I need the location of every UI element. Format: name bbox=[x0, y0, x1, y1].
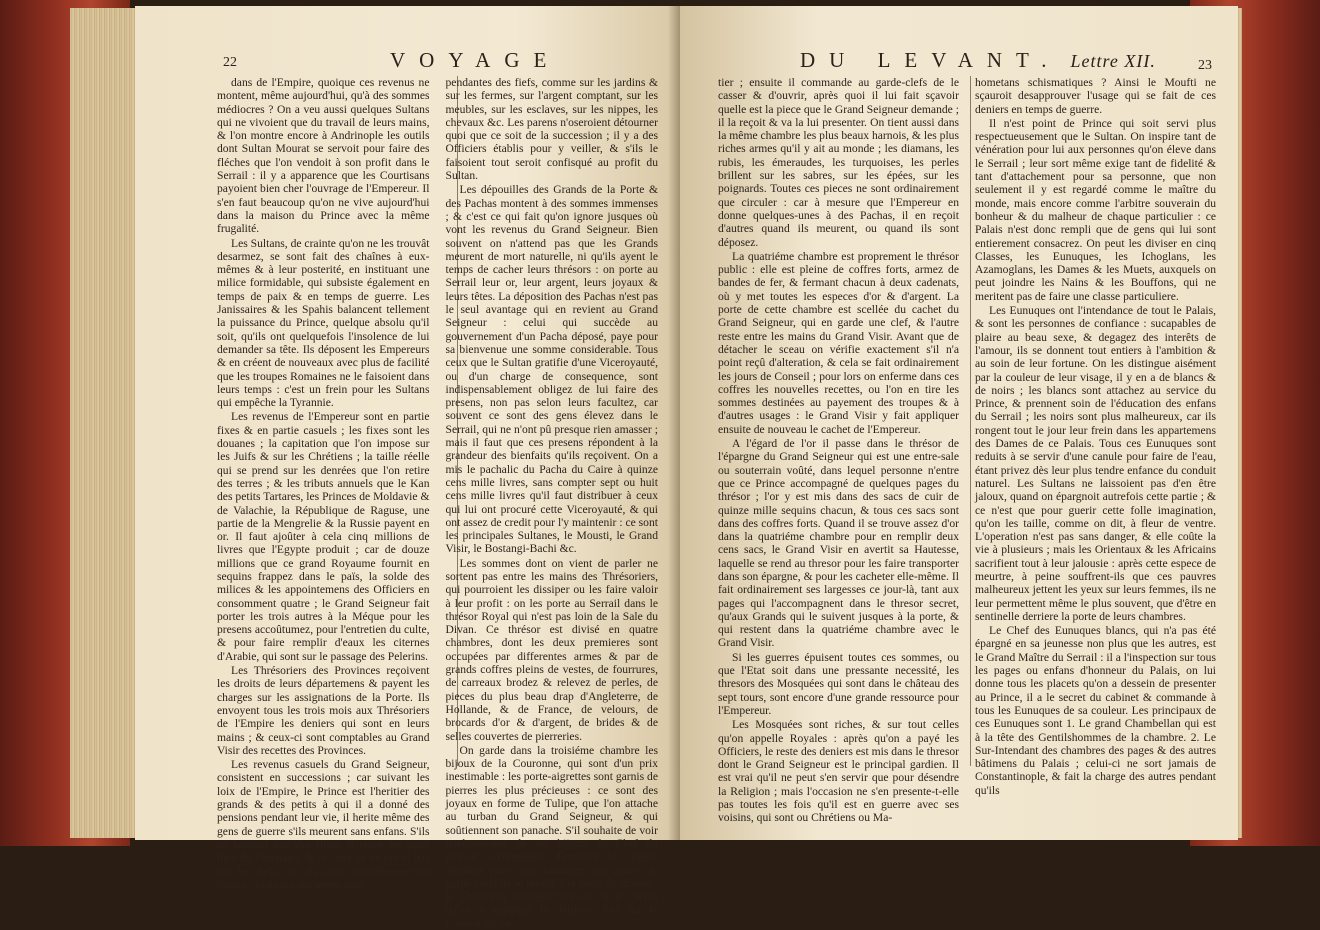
paragraph: hometans schismatiques ? Ainsi le Moufti ne sçauroit desapprouver l'usage qui se fait de ces deniers en temps de guerre. bbox=[975, 76, 1216, 116]
left-page-number: 22 bbox=[223, 55, 237, 70]
right-column-1 bbox=[718, 76, 959, 825]
paragraph: Si les guerres épuisent toutes ces sommes, ou que l'Etat soit dans une pressante necessité, les thresors des Mosquées qui sont dans le château des sept tours, sont encore d'une grande ressource pour l'Empereur. bbox=[718, 650, 959, 717]
left-column-1 bbox=[217, 76, 430, 891]
left-running-head: VOYAGE bbox=[390, 48, 561, 72]
paragraph: La quatriéme chambre est proprement le thrésor public : elle est pleine de coffres forts, armez de bandes de fer, & fermant chacun à deux cadenats, où y met toutes les especes d'or & d'argent. La porte de cette chambre est scellée du cachet du Grand Seigneur, qui en garde une clef, & l'autre reste entre les mains du Grand Visir. Avant que de détacher le sceau on vérifie exactement s'il n'a point reçû d'alteration, & cela se fait ordinairement les jours de Conseil ; pour lors on enferme dans ces coffres les nouvelles recettes, ou l'on en tire les sommes destinées au payement des troupes & à d'autres usages : le Grand Visir y fait appliquer ensuite de nouveau le cachet de l'Empereur. bbox=[718, 249, 959, 436]
paragraph: Les revenus casuels du Grand Seigneur, consistent en successions ; car suivant les loix de l'Empire, le Prince est l'heritier des grands & des petits à qui il a donné des pensions pendant leur vie, il herite même des gens de guerre s'ils meurent sans enfans. S'ils ne laissent que des filles, il retire les deux tiers de l'heritage, & ce tiers ne se prend pas sur les fiefs, car ils sont naturellement au Prince ; mais sur ses terres indé- bbox=[217, 758, 430, 891]
paragraph: Le Chef des Eunuques blancs, qui n'a pas été épargné en sa jeunesse non plus que les autres, est le Grand Maître du Serrail : il a l'inspection sur tous les pages ou enfans d'honneur du Palais, on lui donne tous les placets qu'on a dessein de presenter au Prince, il a le secret du cabinet & commande à tous les Eunuques de sa couleur. Les principaux de ces Eunuques sont 1. Le grand Chambellan qui est à la tête des Gentilshommes de la chambre. 2. Le Sur-Intendant des chambres des pages & des autres bâtimens du Palais ; celui-ci ne sort jamais de Constantinople, & fait la charge des autres pendant qu'ils bbox=[975, 624, 1216, 797]
right-running-head bbox=[800, 48, 1156, 73]
paragraph: Les Thrésoriers des Provinces reçoivent les droits de leurs départemens & payent les charges sur les assignations de la Porte. Ils envoyent tous les trois mois aux Thrésoriers de l'Empire les deniers qui sont en leurs mains ; & ceux-ci sont comptables au Grand Visir des recettes des Provinces. bbox=[217, 664, 430, 757]
paragraph: Les sommes dont on vient de parler ne sortent pas entre les mains des Thrésoriers, qui pourroient les dissiper ou les faire valoir à leur profit : on les porte au Serrail dans le thrésor Royal qui n'est pas loin de la Sale du Divan. Ce thrésor est divisé en quatre chambres, dont les deux premieres sont occupées par differentes armes & par de grands coffres pleins de vestes, de fourrures, de carreaux brodez & relevez de perles, de pieces du plus beau drap d'Angleterre, de Hollande, & de France, de velours, de brocards d'or & d'argent, de brides & de selles couvertes de pierreries. bbox=[445, 556, 658, 743]
paragraph: Les Sultans, de crainte qu'on ne les trouvât desarmez, se sont fait des chaînes à eux-mêmes & à leur posterité, en instituant une milice formidable, qui subsiste également en temps de paix & en temps de guerre. Les Janissaires & les Spahis balancent tellement la puissance du Prince, quelque absolu qu'il soit, qu'ils ont quelquefois l'insolence de lui demander sa tête. Ils déposent les Empereurs & en créent de nouveaux avec plus de facilité que les troupes Romaines ne le faisoient dans leurs temps : c'est un frein pour les Sultans qui empêche la Tyrannie. bbox=[217, 236, 430, 410]
paragraph: A l'égard de l'or il passe dans le thrésor de l'épargne du Grand Seigneur qui est une entre-sale ou souterrain voûté, dans lequel personne n'entre que ce Prince accompagné de quelques pages du thrésor ; l'or y est mis dans des sacs de cuir de quinze mille sequins chacun, & tous ces sacs sont dans des coffres forts. Quand il se trouve assez d'or dans la quatriéme chambre pour en remplir deux cens sacs, le Grand Visir en avertit sa Hautesse, laquelle se rend au thresor pour les faire transporter dans son épargne, & pour les cacheter elle-même. Il fait ordinairement ses largesses ce jour-là, tant aux pages qui l'accompagnent dans le thresor secret, qu'aux Grands qui le suivent jusques à la porte, & qui restent dans la quatriéme chambre avec le Grand Visir. bbox=[718, 437, 959, 650]
paragraph: tier ; ensuite il commande au garde-clefs de le casser & d'ouvrir, après quoi il lui fait sçavoir quelle est la piece que le Grand Seigneur demande ; il la reçoit & va la lui presenter. On tient aussi dans la même chambre les plus beaux harnois, & les plus riches armes qu'il y ait au monde ; les diamans, les rubis, les émeraudes, les turquoises, les perles brillent sur les sabres, sur les épées, sur les poignards. Toutes ces pieces ne sont ordinairement que circuler : car à mesure que l'Empereur en donne quelques-unes à des Pachas, il en reçoit d'autres quand ils meurent, ou quand ils sont déposez. bbox=[718, 76, 959, 249]
paragraph: Les Mosquées sont riches, & sur tout celles qu'on appelle Royales : après qu'on a payé les Officiers, le reste des deniers est mis dans le thresor dont le Grand Seigneur est le principal gardien. Il est vrai qu'il ne peut s'en servir que pour désendre la Religion ; mais l'occasion ne s'en presente-t-elle pas toutes les fois qu'il est en guerre avec ses voisins, qui sont ou Chrétiens ou Ma- bbox=[718, 718, 959, 825]
paragraph: Les revenus de l'Empereur sont en partie fixes & en partie casuels ; les fixes sont les douanes ; la capitation que l'on impose sur les Juifs & sur les Chrétiens ; la taille réelle qui se prend sur les denrées que l'on retire des terres ; & les tributs annuels que le Kan des petits Tartares, les Princes de Moldavie & de Valachie, la République de Raguse, une partie de la Mengrelie & la Russie payent en or. Il faut ajoûter à cela cinq millions de livres que l'Egypte produit ; car de douze millions que ce grand Royaume fournit en sequins frappez dans le païs, la solde des milices & les appointemens des Officiers en consomment quatre ; le Grand Seigneur fait porter les trois autres à la Méque pour les presens accoûtumez, pour l'entretien du culte, & pour faire remplir d'eaux les citernes d'Arabie, qui sont sur le passage des Pelerins. bbox=[217, 410, 430, 663]
right-columns bbox=[718, 76, 1216, 825]
paragraph: Les Eunuques ont l'intendance de tout le Palais, & sont les personnes de confiance : sucapables de plaire au beau sexe, & degagez des interêts de l'amour, ils se donnent tout entiers à l'ambition & au soin de leur fortune. On les distingue aisément par la couleur de leur visage, il y en a de blancs & de noirs ; les blancs sont attachez au service du Prince, & prennent soin de l'éducation des enfans du Serrail ; les noirs sont plus malheureux, car ils rongent tout le jour leur frein dans les appartemens des Dames de ce Palais. Tous ces Eunuques sont reduits à se servir d'une canule pour faire de l'eau, étant privez dès leur plus tendre enfance du conduit naturel. Les Sultans ne laissoient pas d'en être jaloux, quand on épargnoit autrefois cette partie ; & ce n'est que pour guerir cette folle imagination, qu'on les taille, comme on dit, à fleur de ventre. L'operation n'est pas sans danger, & elle coûte la vie à plusieurs ; mais les Orientaux & les Africains sacrifient tout à leur jalousie : après cette espece de meurtre, à peine souffrent-ils que ces pauvres malheureux jettent les yeux sur leurs femmes, ils ne leur permettent même le plus souvent, que d'être en sentinelle derriere la porte de leurs chambres. bbox=[975, 304, 1216, 623]
left-column-2 bbox=[445, 76, 659, 930]
right-page bbox=[680, 6, 1238, 840]
right-page-number: 23 bbox=[1198, 58, 1212, 73]
paragraph: Les dépouilles des Grands de la Porte & des Pachas montent à des sommes immenses ; & c'est ce qui fait qu'on ignore jusques où vont les revenus du Grand Seigneur. Bien souvent on n'attend pas que les Grands meurent de mort naturelle, ni qu'ils ayent le temps de cacher leurs thrésors : on porte au Serrail leur or, leur argent, leurs joyaux & leurs têtes. La déposition des Pachas n'est pas le seul avantage qui en revient au Grand Seigneur : celui qui succède au gouvernement d'un Pacha déposé, paye pour sa bienvenue une somme considerable. Tous ceux que le Sultan gratifie d'une Viceroyauté, ou d'un charge de consequence, sont indispensablement obligez de lui faire des presens, non pas selon leurs facultez, car souvent ce sont des gens élevez dans le Serrail, qui ne n'ont pû presque rien amasser ; mais il faut que ces presens répondent à la grandeur des bienfaits qu'ils reçoivent. On a mis le pachalic du Pacha du Caire à quinze cens mille livres, sans compter sept ou huit cens mille livres qu'il faut distribuer à ceux qui lui ont procuré cette Viceroyauté, & qui ont assez de credit pour l'y maintenir : ce sont les principales Sultanes, le Mousti, le Grand Visir, le Bostangi-Bachi &c. bbox=[445, 183, 658, 556]
left-columns bbox=[217, 76, 658, 930]
left-page bbox=[135, 6, 680, 930]
right-running-head-letter: Lettre XII. bbox=[1070, 51, 1156, 71]
right-running-head-title: DU LEVANT. bbox=[800, 48, 1061, 72]
paragraph: On garde dans la troisiéme chambre les bijoux de la Couronne, qui sont d'un prix inestimable : les porte-aigrettes sont garnis de pierres les plus précieuses : ce sont des joyaux en forme de Tulipe, que l'on attache au turban du Grand Seigneur, & qui soûtiennent son panache. S'il souhaite de voir quelques-uns de ses bijoux, le Chef du thrésor accompagné d'environ 60. pages destinez pour cette chambre, fait avertir le garde-clefs de se rendre à la porte du thrésor : le Thrésorier reconnoît d'abord si le cachet qu'on a appliqué la derniere fois sur le cadenat est en- bbox=[445, 743, 658, 930]
page-edges-left bbox=[70, 8, 140, 838]
paragraph: dans de l'Empire, quoique ces revenus ne montent, même aujourd'hui, qu'à des sommes médiocres ? On a veu aussi quelques Sultans qui ne vivoient que du travail de leurs mains, & l'on montre encore à Andrinople les outils dont Sultan Mourat se servoit pour faire des fléches que l'on vendoit à son profit dans le Serrail : il y a apparence que les Courtisans payoient bien cher l'ouvrage de l'Empereur. Il s'en faut beaucoup qu'on ne vive aujourd'hui dans la maison du Prince avec la même frugalité. bbox=[217, 76, 430, 236]
right-column-2 bbox=[975, 76, 1216, 797]
paragraph: Il n'est point de Prince qui soit servi plus respectueusement que le Sultan. On inspire tant de vénération pour lui aux personnes qu'on éleve dans le Serrail ; leur sort même exige tant de fidelité & tant d'attachement pour sa personne, que non seulement il y est regardé comme le maître du monde, mais encore comme l'arbitre souverain du bonheur & du malheur de chaque particulier : ce Palais n'est donc rempli que de gens qui lui sont entierement consacrez. On peut les diviser en cinq Classes, les Eunuques, les Ichoglans, les Azamoglans, les Dames & les Muets, auxquels on peut joindre les Nains & les Bouffons, qui ne meritent pas de faire une classe particuliere. bbox=[975, 116, 1216, 303]
paragraph: pendantes des fiefs, comme sur les jardins & sur les fermes, sur l'argent comptant, sur les meubles, sur les esclaves, sur les nippes, les chevaux &c. Les parens n'oseroient détourner quoi que ce soit de la succession ; il y a des Officiers établis pour y veiller, & s'ils le faisoient tout seroit confisqué au profit du Sultan. bbox=[445, 76, 658, 183]
